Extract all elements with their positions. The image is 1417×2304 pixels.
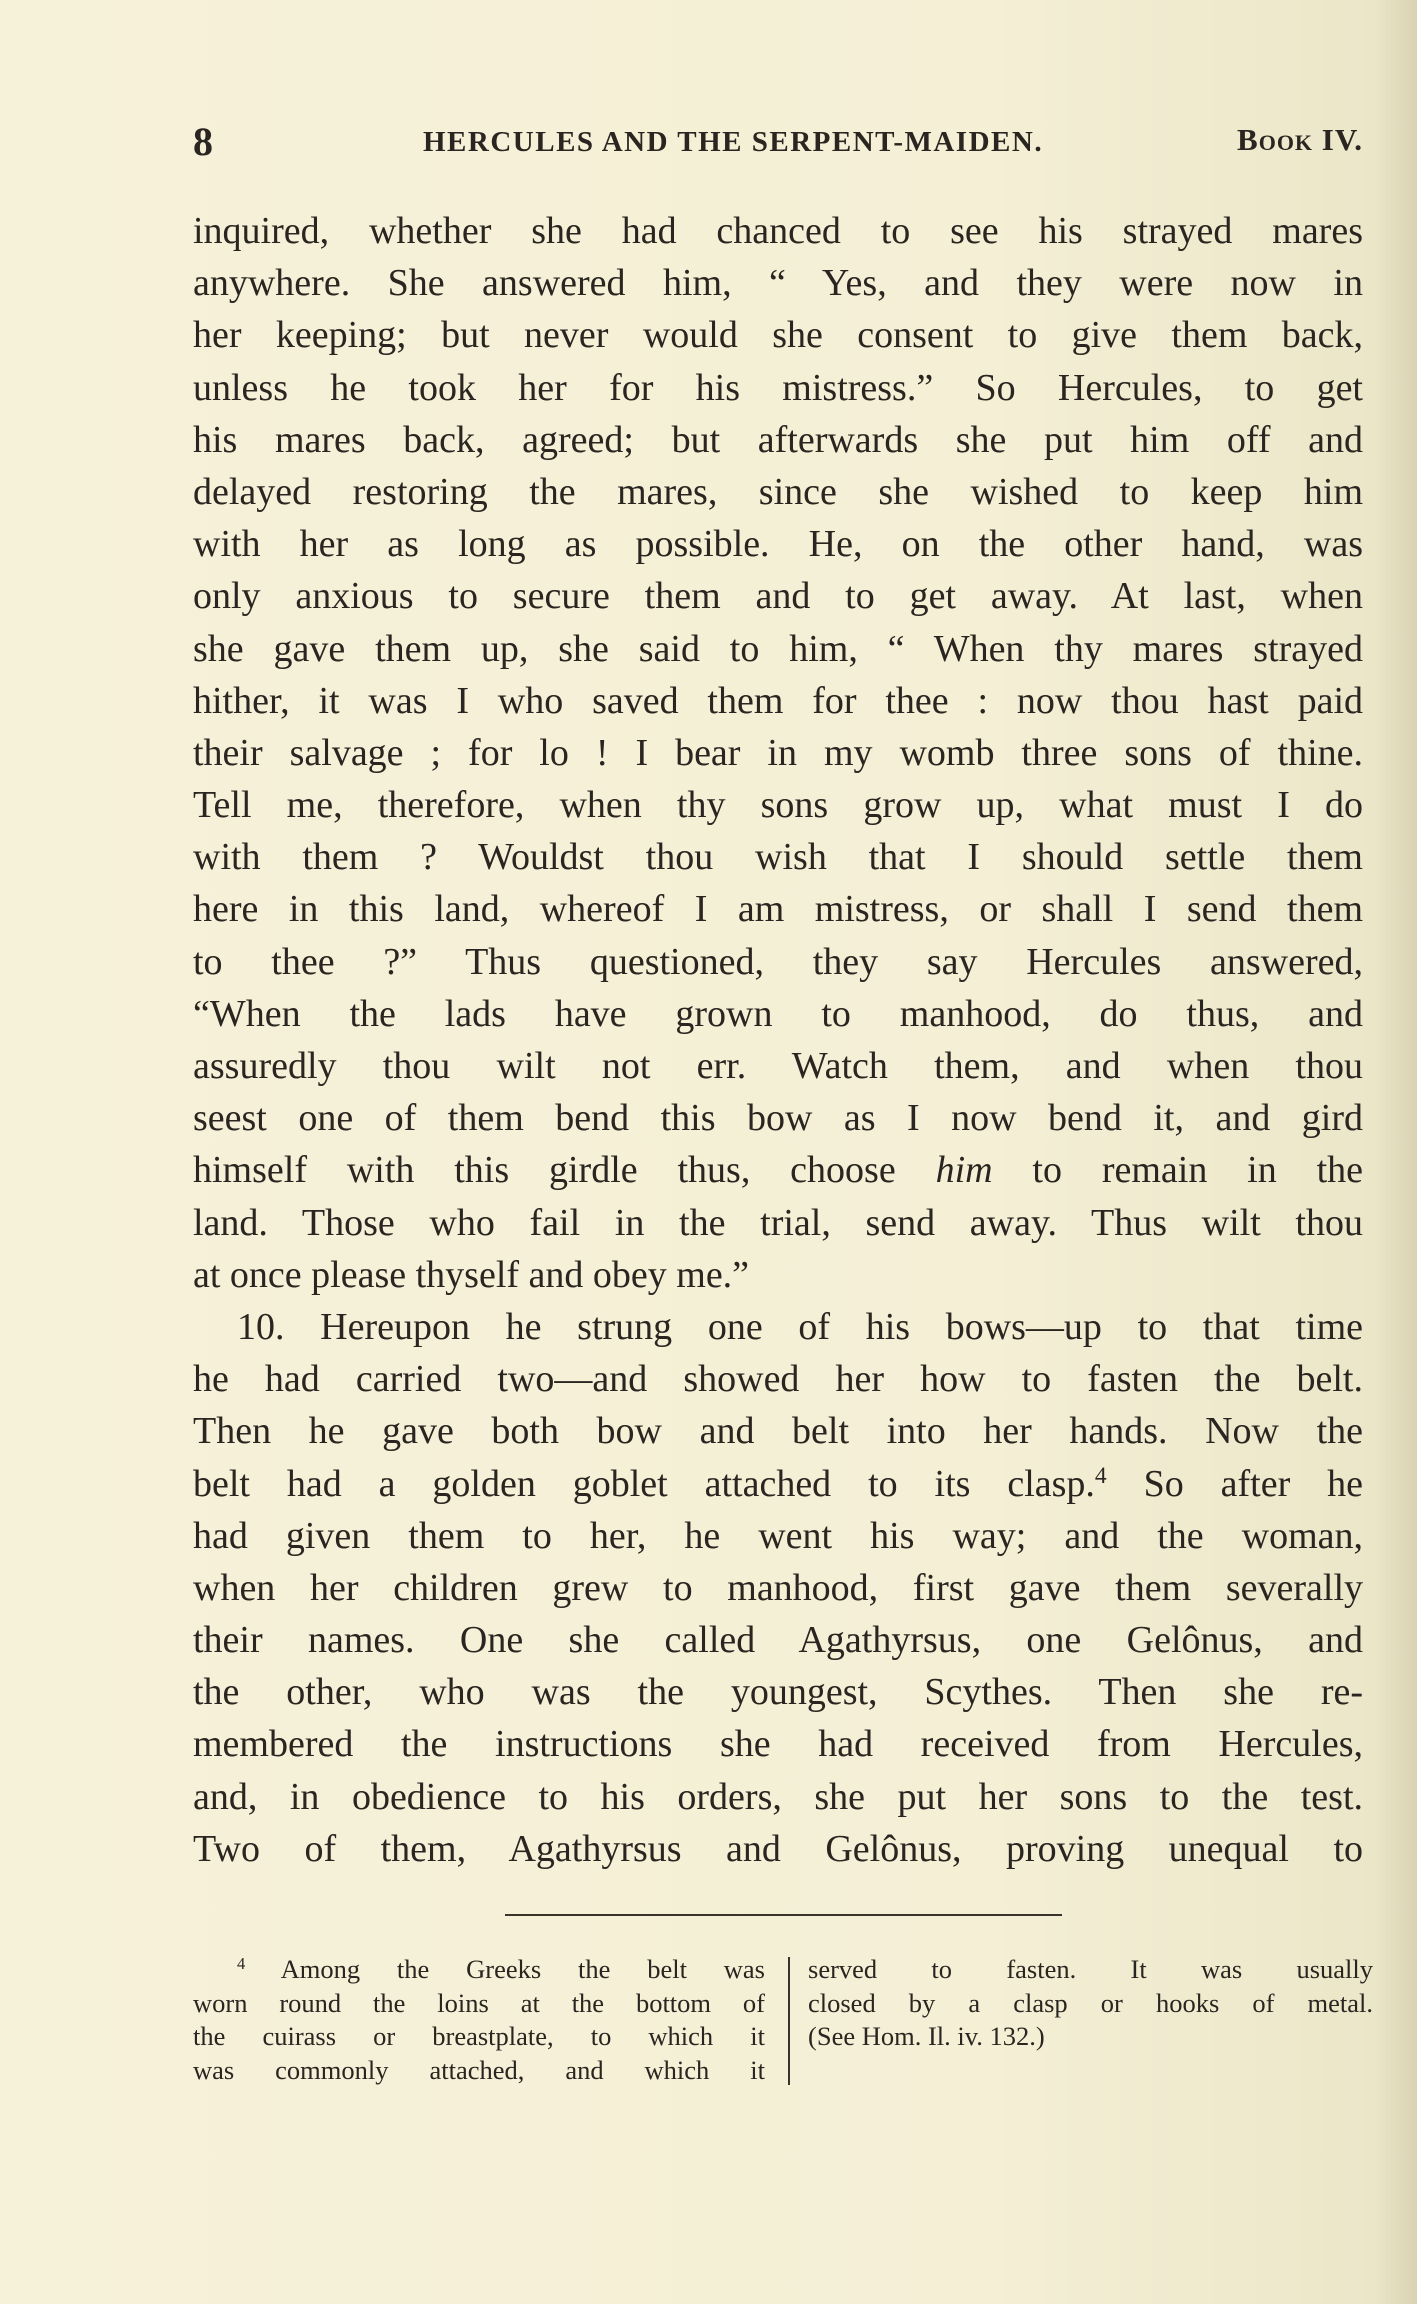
text-line: her keeping; but never would she consent to give them back, [193,314,1363,357]
text-segment: belt had a golden goblet attached to its clasp. [193,1462,1095,1505]
footnote-text: Among the Greeks the belt was [280,1954,765,1984]
text-line: the other, who was the youngest, Scythes. Then she re- [193,1671,1363,1714]
text-line: when her children grew to manhood, first gave them severally [193,1566,1363,1609]
text-line: Tell me, therefore, when thy sons grow up, what must I do [193,784,1363,827]
italic-word: him [935,1149,993,1192]
text-segment: to remain in the [1032,1149,1364,1192]
text-line: hither, it was I who saved them for thee : now thou hast paid [193,679,1363,722]
footnote-line [193,1953,765,1987]
page-number: 8 [193,119,213,164]
text-line-with-italic [193,1144,1363,1196]
footnote-divider [505,1914,1062,1916]
text-line: and, in obedience to his orders, she put her sons to the test. [193,1775,1363,1818]
footnote-line: the cuirass or breastplate, to which it [193,2021,765,2051]
footnote-left-column [193,1953,765,2087]
text-line: their names. One she called Agathyrsus, one Gelônus, and [193,1619,1363,1662]
text-segment: So after he [1143,1462,1364,1505]
footnote-column-separator [788,1957,790,2085]
text-line: only anxious to secure them and to get away. At last, when [193,575,1363,618]
text-line: assuredly thou wilt not err. Watch them, and when thou [193,1045,1363,1087]
text-line: his mares back, agreed; but afterwards she put him off and [193,418,1363,461]
text-line: with them ? Wouldst thou wish that I should settle them [193,836,1363,879]
text-line: Two of them, Agathyrsus and Gelônus, proving unequal to [193,1827,1363,1870]
text-line: had given them to her, he went his way; and the woman, [193,1514,1363,1557]
text-line: to thee ?” Thus questioned, they say Hercules answered, [193,940,1363,983]
text-line: anywhere. She answered him, “ Yes, and they were now in [193,262,1363,305]
body-text [193,205,1363,1875]
text-line: at once please thyself and obey me.” [193,1253,750,1296]
text-line: here in this land, whereof I am mistress, or shall I send them [193,888,1363,931]
text-line: she gave them up, she said to him, “ When thy mares strayed [193,627,1363,670]
text-line: land. Those who fail in the trial, send away. Thus wilt thou [193,1201,1363,1244]
footnote-right-column [808,1953,1373,2054]
footnote-reference[interactable]: 4 [1094,1462,1107,1489]
footnote-marker: 4 [237,1953,246,1973]
text-segment: himself with this girdle thus, choose [193,1149,896,1192]
paragraph-start-line: 10. Hereupon he strung one of his bows—up to that time [237,1305,1363,1348]
text-line: membered the instructions she had received from Hercules, [193,1723,1363,1766]
text-line: inquired, whether she had chanced to see his strayed mares [193,210,1363,252]
footnote-line: worn round the loins at the bottom of [193,1987,765,2018]
book-label: Book IV. [1237,122,1363,157]
footnote-line: was commonly attached, and which it [193,2054,765,2085]
text-line: their salvage ; for lo ! I bear in my womb three sons of thine. [193,731,1363,774]
text-line: seest one of them bend this bow as I now bend it, and gird [193,1097,1363,1140]
text-line: he had carried two—and showed her how to fasten the belt. [193,1358,1363,1401]
footnote-line: served to fasten. It was usually [808,1954,1373,1984]
footnote-line: (See Hom. Il. iv. 132.) [808,2021,1045,2051]
running-title: HERCULES AND THE SERPENT-MAIDEN. [423,126,1044,158]
page-header [193,118,1363,168]
text-line: with her as long as possible. He, on the other hand, was [193,523,1363,566]
text-line: delayed restoring the mares, since she wished to keep him [193,470,1363,513]
text-line: “When the lads have grown to manhood, do thus, and [193,992,1363,1035]
text-line-with-footnote-ref [193,1458,1363,1510]
footnote-line: closed by a clasp or hooks of metal. [808,1987,1373,2018]
text-line: Then he gave both bow and belt into her hands. Now the [193,1410,1363,1453]
text-line: unless he took her for his mistress.” So Hercules, to get [193,366,1363,409]
